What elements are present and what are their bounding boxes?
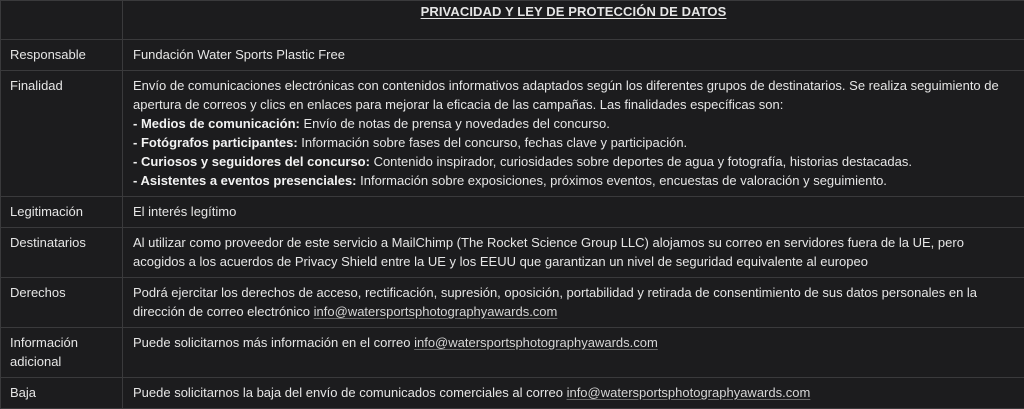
finalidad-intro: Envío de comunicaciones electrónicas con contenidos informativos adaptados según los diferentes grupos de destinatarios. Se realiza seguimiento de apertura de correos y clics en enlaces para mejorar la eficacia de las campañas. Las finalidades específicas son: <box>133 76 1015 114</box>
email-link[interactable]: info@watersportsphotographyawards.com <box>567 385 811 400</box>
row-content-legitimacion: El interés legítimo <box>123 197 1024 228</box>
row-label-legitimacion: Legitimación <box>1 197 123 228</box>
info-adicional-text: Puede solicitarnos más información en el correo <box>133 335 414 350</box>
table-row-responsable <box>1 40 1024 71</box>
row-content-finalidad <box>123 71 1024 197</box>
finalidad-item-name: - Asistentes a eventos presenciales: <box>133 173 357 188</box>
finalidad-item <box>133 171 1015 190</box>
finalidad-item <box>133 152 1015 171</box>
header-empty-cell <box>1 1 123 40</box>
row-label-destinatarios: Destinatarios <box>1 228 123 278</box>
row-label-baja: Baja <box>1 378 123 409</box>
finalidad-item-desc: Envío de notas de prensa y novedades del concurso. <box>300 116 610 131</box>
row-content-info-adicional <box>123 328 1024 378</box>
row-label-finalidad: Finalidad <box>1 71 123 197</box>
baja-text: Puede solicitarnos la baja del envío de comunicados comerciales al correo <box>133 385 567 400</box>
row-label-info-adicional <box>1 328 123 378</box>
table-row-info-adicional <box>1 328 1024 378</box>
row-label-line: adicional <box>10 352 113 371</box>
table-row-derechos <box>1 278 1024 328</box>
table-row-finalidad <box>1 71 1024 197</box>
finalidad-item-desc: Contenido inspirador, curiosidades sobre deportes de agua y fotografía, historias destacadas. <box>370 154 912 169</box>
finalidad-item <box>133 133 1015 152</box>
finalidad-item-desc: Información sobre exposiciones, próximos eventos, encuestas de valoración y seguimiento. <box>357 173 887 188</box>
finalidad-item <box>133 114 1015 133</box>
table-header-row <box>1 1 1024 40</box>
derechos-text: Podrá ejercitar los derechos de acceso, rectificación, supresión, oposición, portabilidad y retirada de consentimiento de sus datos personales en la dirección de correo electrónico <box>133 285 977 319</box>
row-content-derechos <box>123 278 1024 328</box>
row-label-responsable: Responsable <box>1 40 123 71</box>
finalidad-item-name: - Curiosos y seguidores del concurso: <box>133 154 370 169</box>
table-row-destinatarios <box>1 228 1024 278</box>
row-content-destinatarios: Al utilizar como proveedor de este servicio a MailChimp (The Rocket Science Group LLC) alojamos su correo en servidores fuera de la UE, pero acogidos a los acuerdos de Privacy Shield entre la UE y los EEUU que garantizan un nivel de seguridad equivalente al europeo <box>123 228 1024 278</box>
table-row-legitimacion <box>1 197 1024 228</box>
email-link[interactable]: info@watersportsphotographyawards.com <box>414 335 658 350</box>
row-content-responsable: Fundación Water Sports Plastic Free <box>123 40 1024 71</box>
finalidad-item-desc: Información sobre fases del concurso, fechas clave y participación. <box>298 135 687 150</box>
row-label-derechos: Derechos <box>1 278 123 328</box>
row-label-line: Información <box>10 333 113 352</box>
finalidad-item-name: - Medios de comunicación: <box>133 116 300 131</box>
table-title: PRIVACIDAD Y LEY DE PROTECCIÓN DE DATOS <box>123 1 1024 40</box>
finalidad-item-name: - Fotógrafos participantes: <box>133 135 298 150</box>
email-link[interactable]: info@watersportsphotographyawards.com <box>314 304 558 319</box>
